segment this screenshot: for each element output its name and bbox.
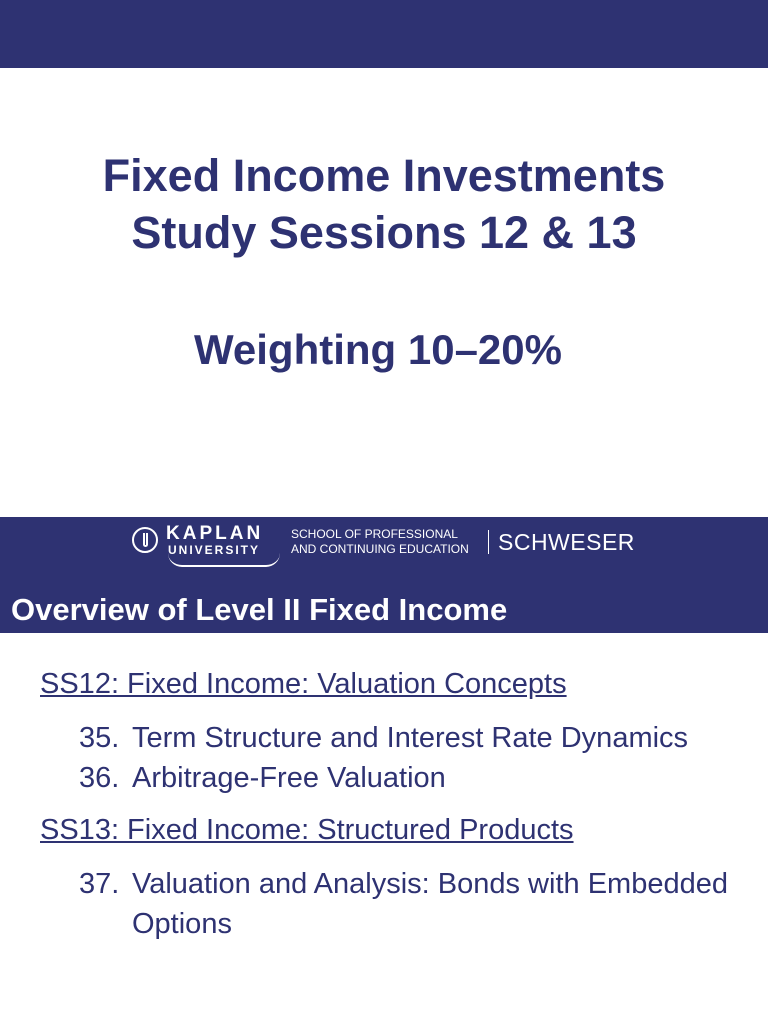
schweser-wordmark: SCHWESER [498,529,635,555]
school-label-line-1: SCHOOL OF PROFESSIONAL [291,527,458,541]
slide-title-line-1: Fixed Income Investments [102,150,666,201]
university-wordmark: UNIVERSITY [168,543,261,557]
kaplan-schweser-logo [132,523,652,571]
school-label [291,527,491,557]
reading-number: 36. [79,762,120,794]
session-outline [40,664,740,944]
reading-title: Valuation and Analysis: Bonds with Embedded Options [132,868,728,940]
session-link-ss13[interactable]: SS13: Fixed Income: Structured Products [40,814,574,846]
reading-title: Term Structure and Interest Rate Dynamics [132,722,689,754]
session-link-ss12[interactable]: SS12: Fixed Income: Valuation Concepts [40,668,567,700]
session-ss13-readings [40,864,740,944]
logo-swoosh-icon [168,553,280,567]
reading-title: Arbitrage-Free Valuation [132,762,446,794]
reading-number: 37. [79,868,120,900]
session-ss12-readings [40,718,740,798]
reading-item [40,864,740,944]
logo-divider [488,530,489,554]
slide-title-line-2: Study Sessions 12 & 13 [131,207,637,258]
top-header-band [0,0,768,68]
kaplan-seal-icon [132,527,158,553]
reading-item [40,718,740,758]
overview-heading: Overview of Level II Fixed Income [11,592,508,627]
kaplan-wordmark: KAPLAN [166,523,264,544]
slide-title [0,147,768,261]
reading-number: 35. [79,722,120,754]
weighting-subtitle: Weighting 10–20% [194,326,562,373]
school-label-line-2: AND CONTINUING EDUCATION [291,542,469,556]
reading-item [40,758,740,798]
